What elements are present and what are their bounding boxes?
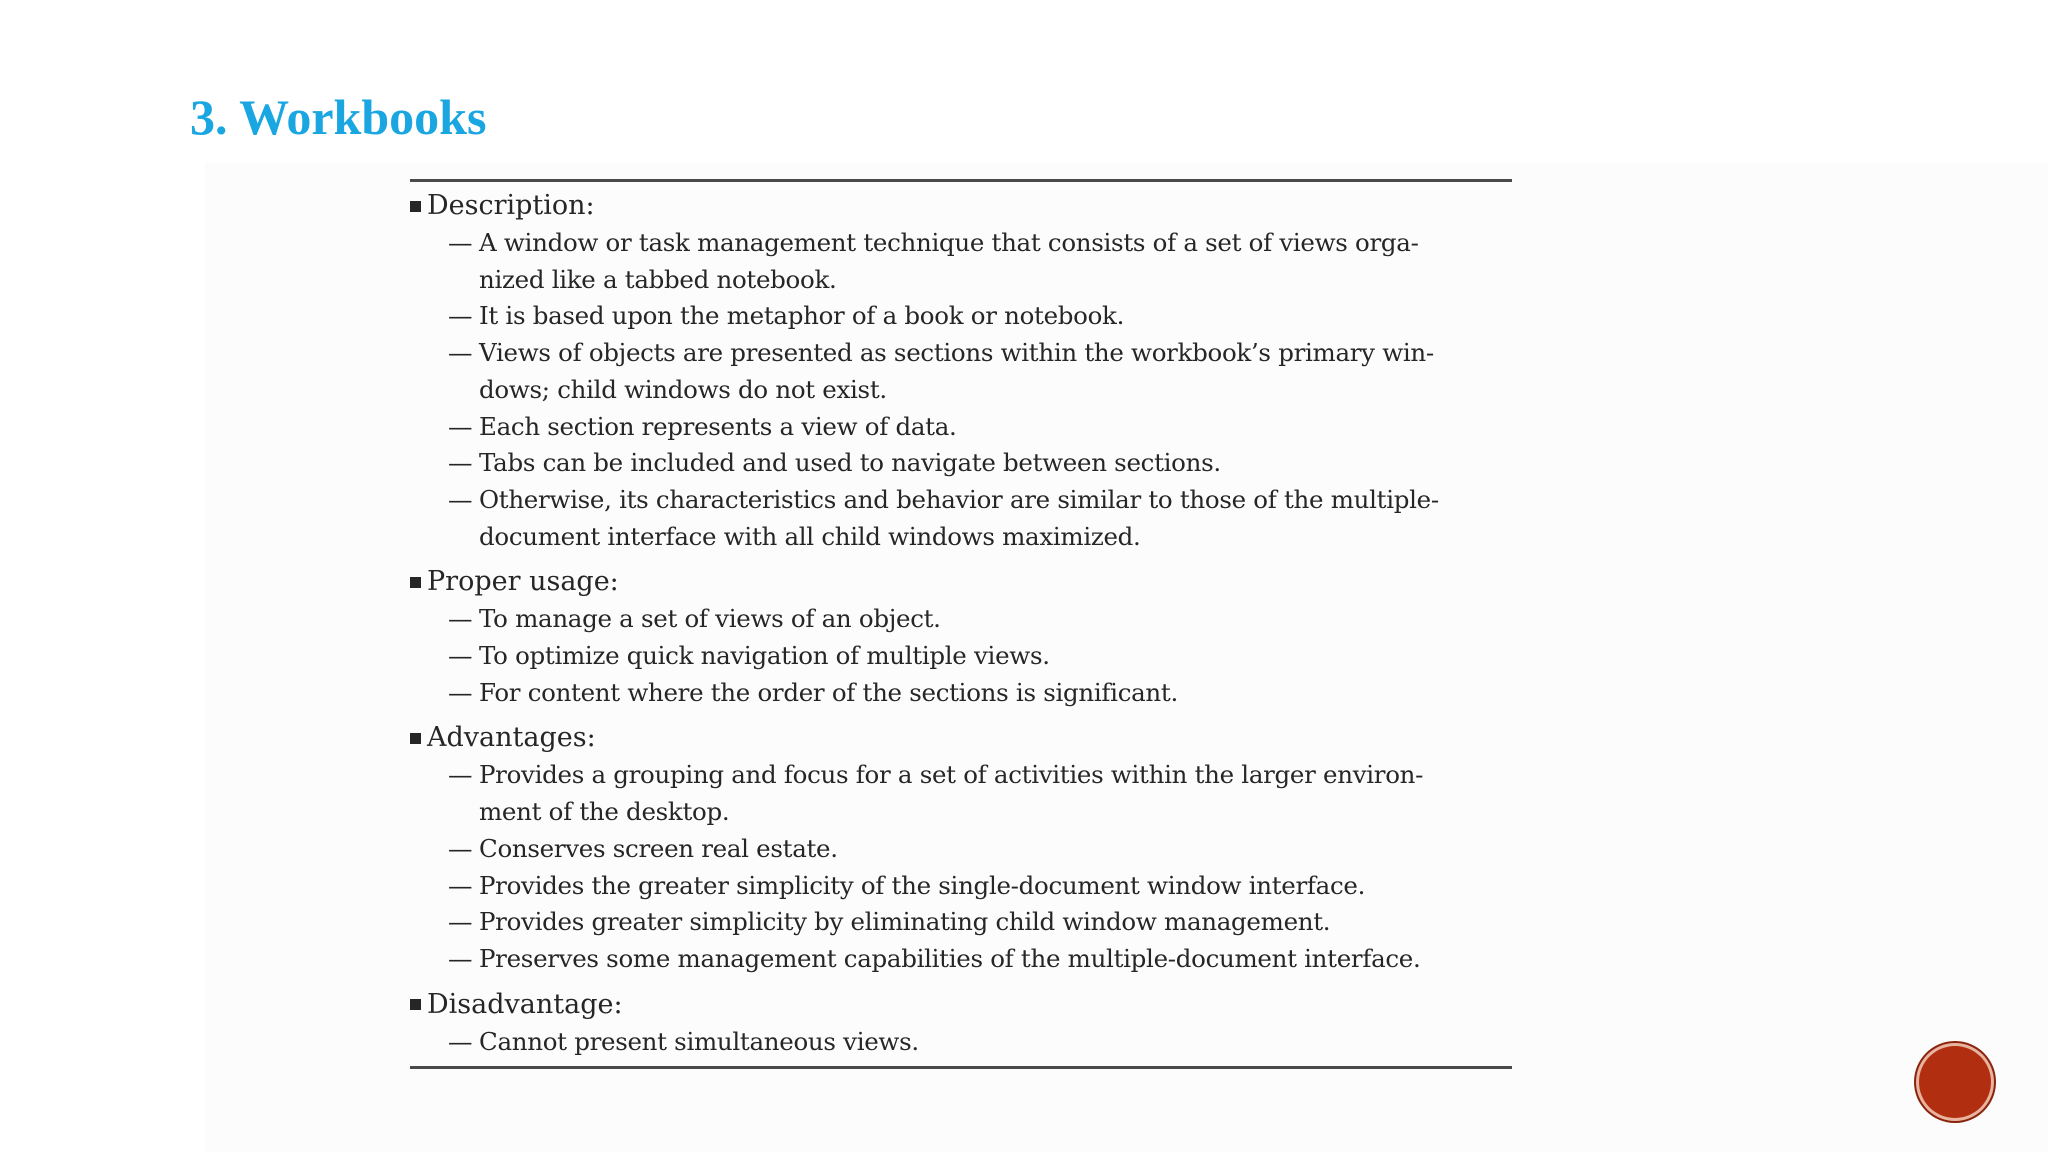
item-text: Preserves some management capabilities of the multiple-document interface. <box>479 943 1421 973</box>
dash-icon: — <box>448 228 473 257</box>
description-list <box>410 225 1515 555</box>
top-rule <box>410 179 1512 182</box>
section-disadvantage <box>410 986 1515 1061</box>
dash-icon: — <box>448 760 473 790</box>
square-bullet-icon <box>410 577 421 588</box>
dash-icon: — <box>448 338 473 368</box>
item-text: To optimize quick navigation of multiple views. <box>479 641 1050 671</box>
section-heading-text: Description: <box>427 190 595 221</box>
item-text: Each section represents a view of data. <box>479 411 957 441</box>
dash-icon: — <box>448 1026 473 1056</box>
item-text: Provides a grouping and focus for a set of activities within the larger environ- ment of the desktop. <box>479 760 1424 827</box>
list-item <box>410 409 1515 446</box>
item-text: It is based upon the metaphor of a book or notebook. <box>479 301 1125 331</box>
dash-icon: — <box>448 604 473 634</box>
section-heading <box>410 986 1515 1024</box>
list-item <box>410 445 1515 482</box>
square-bullet-icon <box>410 733 421 744</box>
dash-icon: — <box>448 411 473 441</box>
dash-icon: — <box>448 870 473 900</box>
list-item <box>410 482 1515 555</box>
bottom-rule <box>410 1066 1512 1069</box>
item-text: Views of objects are presented as sections within the workbook’s primary win- dows; child windows do not exist. <box>479 338 1434 404</box>
item-text: Otherwise, its characteristics and behavior are similar to those of the multiple- document interface with all child windows maximized. <box>479 484 1439 551</box>
list-item <box>410 1024 1515 1061</box>
item-text: Tabs can be included and used to navigate between sections. <box>479 448 1221 478</box>
section-proper-usage <box>410 563 1515 711</box>
list-item <box>410 298 1515 335</box>
section-heading-text: Advantages: <box>427 722 596 754</box>
list-item <box>410 638 1515 675</box>
list-item <box>410 675 1515 712</box>
section-description <box>410 187 1515 555</box>
item-text: Conserves screen real estate. <box>479 833 838 863</box>
item-text: Provides the greater simplicity of the single-document window interface. <box>479 870 1366 900</box>
item-text: For content where the order of the sections is significant. <box>479 677 1178 707</box>
item-text: Cannot present simultaneous views. <box>479 1026 919 1056</box>
square-bullet-icon <box>410 201 421 212</box>
dash-icon: — <box>448 484 473 514</box>
list-item <box>410 904 1515 941</box>
proper-usage-list <box>410 601 1515 711</box>
list-item <box>410 757 1515 830</box>
square-bullet-icon <box>410 999 421 1010</box>
workbook-content <box>410 187 1515 1060</box>
section-advantages <box>410 719 1515 977</box>
dash-icon: — <box>448 943 473 973</box>
advantages-list <box>410 757 1515 977</box>
item-text: To manage a set of views of an object. <box>479 604 941 634</box>
dash-icon: — <box>448 301 473 331</box>
list-item <box>410 225 1515 298</box>
list-item <box>410 335 1515 408</box>
slide-title: 3. Workbooks <box>190 89 487 145</box>
list-item <box>410 601 1515 638</box>
dash-icon: — <box>448 677 473 707</box>
slide-nav-button[interactable] <box>1919 1046 1991 1118</box>
section-heading <box>410 719 1515 757</box>
section-heading-text: Proper usage: <box>427 566 619 598</box>
list-item <box>410 941 1515 978</box>
dash-icon: — <box>448 641 473 671</box>
item-text: A window or task management technique that consists of a set of views orga- nized like a tabbed notebook. <box>479 228 1419 294</box>
section-heading <box>410 187 1515 225</box>
list-item <box>410 831 1515 868</box>
dash-icon: — <box>448 833 473 863</box>
dash-icon: — <box>448 448 473 478</box>
section-heading-text: Disadvantage: <box>427 988 623 1020</box>
disadvantage-list <box>410 1024 1515 1061</box>
list-item <box>410 868 1515 905</box>
dash-icon: — <box>448 907 473 937</box>
section-heading <box>410 563 1515 601</box>
item-text: Provides greater simplicity by eliminating child window management. <box>479 907 1331 937</box>
